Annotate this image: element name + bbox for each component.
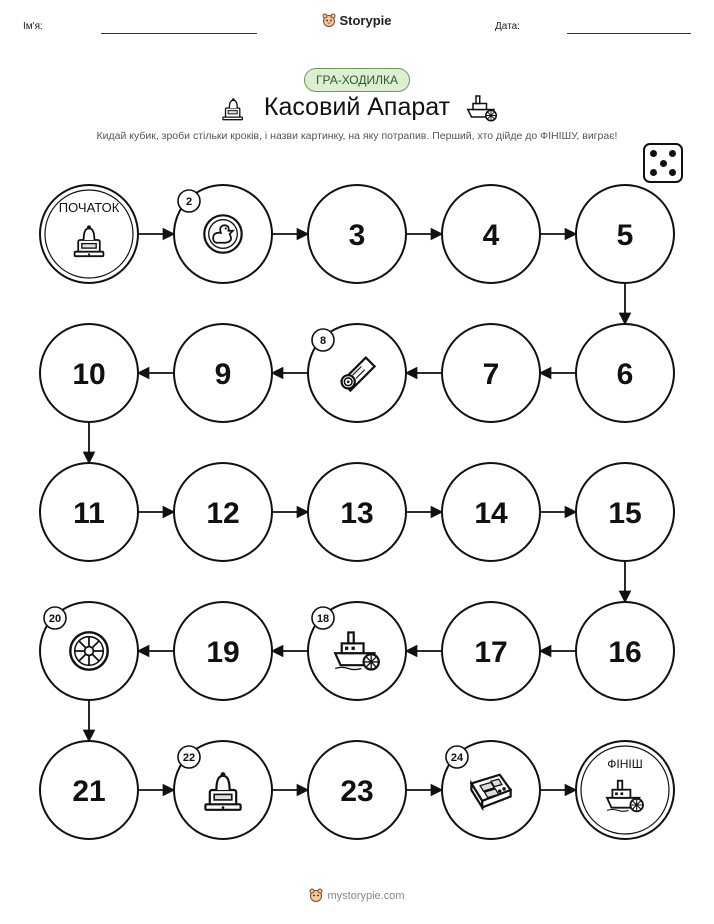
brand-name: Storypie (339, 13, 392, 28)
finish-label: ФІНІШ (607, 757, 643, 771)
cell-number-badge-label: 18 (316, 613, 330, 625)
board-cell-12 (174, 463, 272, 561)
cell-number: 23 (340, 775, 374, 808)
cell-number-badge-label: 20 (48, 613, 62, 625)
board-cell-11 (40, 463, 138, 561)
date-label: Дата: (495, 21, 520, 32)
board-cells (40, 185, 674, 839)
board-cell-23 (308, 741, 406, 839)
cell-number: 11 (73, 497, 105, 530)
cell-number: 21 (72, 775, 106, 808)
board-cell-20 (40, 602, 138, 700)
cell-number: 14 (474, 497, 508, 530)
wheel-icon (70, 632, 107, 669)
cell-number: 15 (608, 497, 642, 530)
cell-number: 4 (482, 219, 500, 252)
board-cell-9 (174, 324, 272, 422)
board-cell-6 (576, 324, 674, 422)
cell-number-badge-label: 8 (319, 335, 327, 347)
board-cell-7 (442, 324, 540, 422)
board-cell-15 (576, 463, 674, 561)
cell-number: 13 (340, 497, 374, 530)
game-type-badge: ГРА-ХОДИЛКА (304, 68, 410, 92)
footer (0, 888, 714, 902)
name-label: Ім'я: (23, 21, 43, 32)
cell-number: 3 (348, 219, 366, 252)
board-cell-18 (308, 602, 406, 700)
board-cell-2 (174, 185, 272, 283)
cell-number: 12 (206, 497, 240, 530)
board-cell-24 (442, 741, 540, 839)
board-cell-17 (442, 602, 540, 700)
footer-url: mystorypie.com (327, 890, 405, 902)
cell-number: 5 (616, 219, 634, 252)
cell-number: 19 (206, 636, 240, 669)
board-cell-22 (174, 741, 272, 839)
storypie-footer-logo-icon (309, 888, 323, 902)
cell-number: 9 (214, 358, 232, 391)
finish-cell (576, 741, 674, 839)
cell-number: 16 (608, 636, 642, 669)
start-label: ПОЧАТОК (58, 200, 120, 215)
board-cell-19 (174, 602, 272, 700)
cell-number: 7 (482, 358, 500, 391)
cell-number: 6 (616, 358, 634, 391)
game-instructions: Кидай кубик, зроби стільки кроків, і назви картинку, на яку потрапив. Перший, хто дійде до ФІНІШУ, виграє! (96, 130, 618, 142)
cell-number: 10 (72, 358, 106, 391)
start-cell (40, 185, 138, 283)
game-title: Касовий Апарат (263, 93, 451, 121)
board-cell-4 (442, 185, 540, 283)
board-cell-8 (308, 324, 406, 422)
board-cell-14 (442, 463, 540, 561)
board-cell-3 (308, 185, 406, 283)
duck-coin-icon (204, 215, 241, 252)
cell-number-badge-label: 2 (185, 196, 193, 208)
board-cell-21 (40, 741, 138, 839)
cell-number-badge-label: 22 (182, 752, 196, 764)
board-cell-10 (40, 324, 138, 422)
cell-number: 17 (474, 636, 508, 669)
board-cell-16 (576, 602, 674, 700)
board-cell-5 (576, 185, 674, 283)
cell-number-badge-label: 24 (450, 752, 464, 764)
board-cell-13 (308, 463, 406, 561)
